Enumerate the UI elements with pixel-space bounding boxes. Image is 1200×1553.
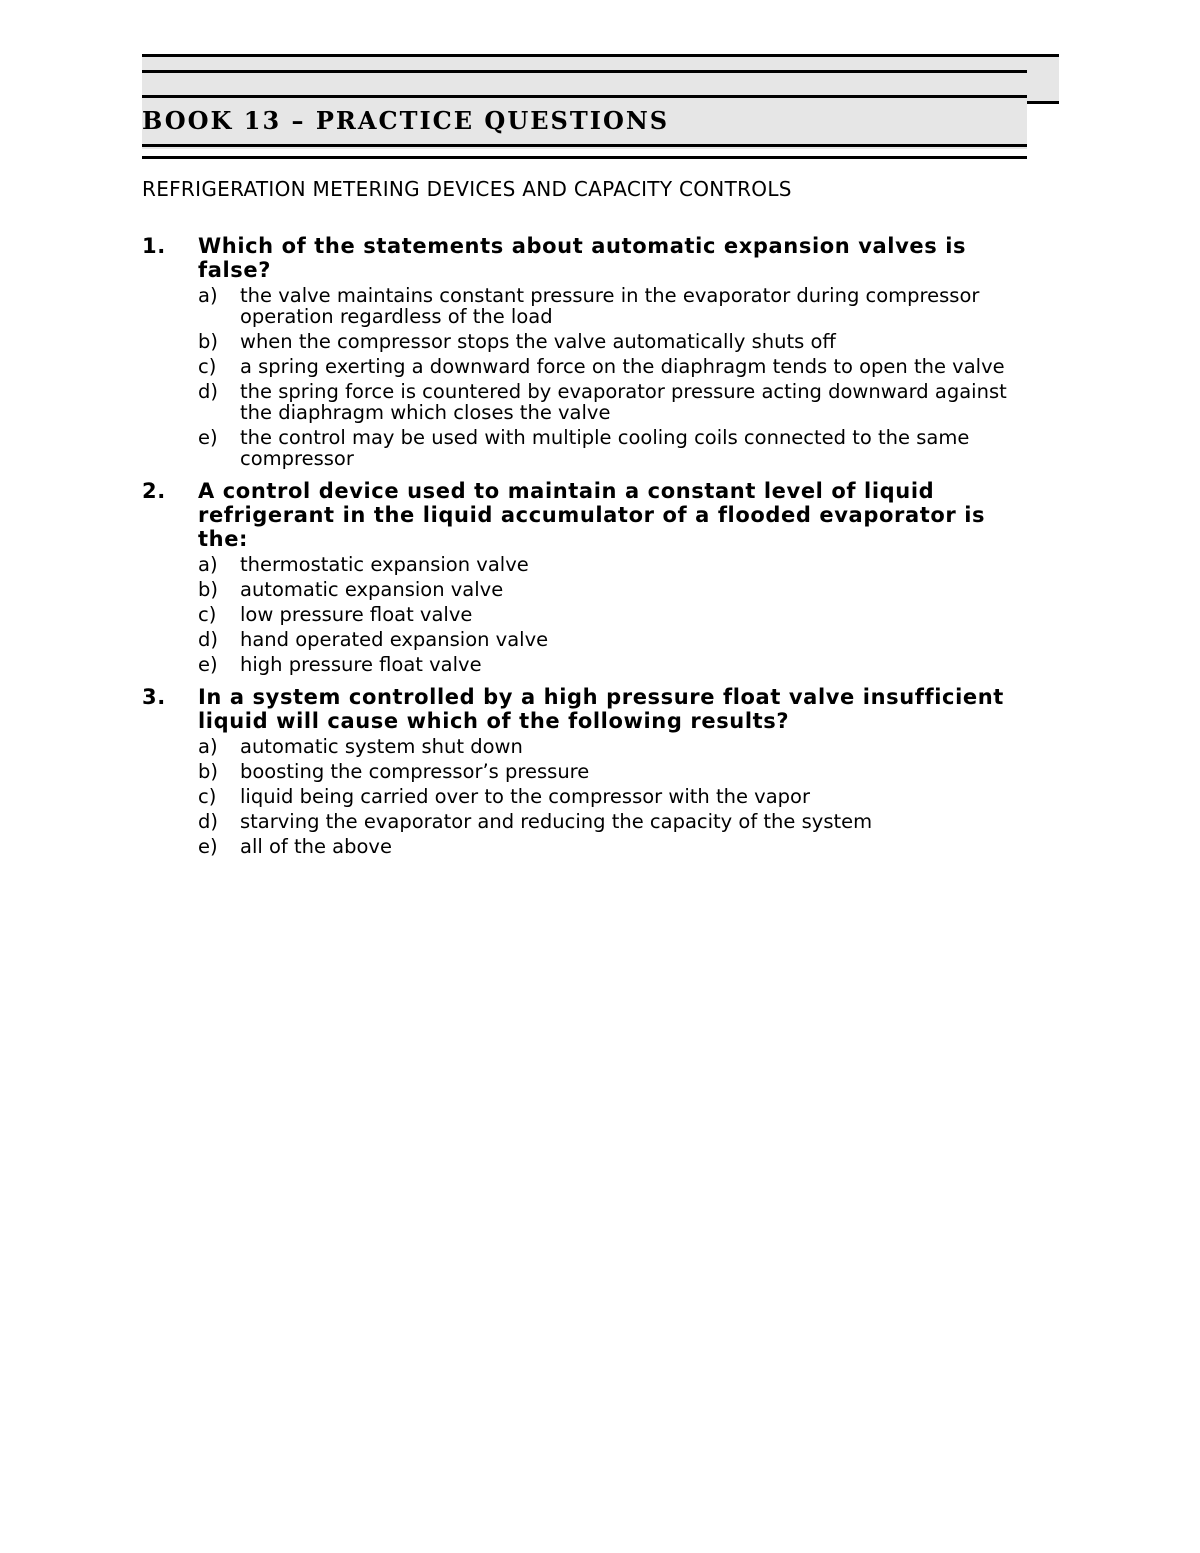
answer-option: [198, 381, 1042, 423]
answer-option: [198, 331, 1042, 352]
answer-option: [198, 427, 1042, 469]
question-3: [142, 685, 1042, 857]
question-stem: [142, 479, 1042, 551]
header-rule-tab: [1027, 101, 1059, 104]
question-1: [142, 234, 1042, 469]
book-title: BOOK 13 – PRACTICE QUESTIONS: [142, 106, 670, 135]
option-text: liquid being carried over to the compressor with the vapor: [240, 785, 810, 808]
answer-option: [198, 554, 1042, 575]
answer-option: [198, 654, 1042, 675]
header-rule: [142, 95, 1027, 98]
question-number: 3.: [142, 685, 166, 709]
option-text: low pressure float valve: [240, 603, 473, 626]
answer-option: [198, 811, 1042, 832]
header-rule-bottom: [142, 156, 1027, 159]
answer-options: [198, 285, 1042, 469]
option-text: the spring force is countered by evaporator pressure acting downward against the diaphragm which closes the valve: [240, 380, 1007, 424]
option-text: a spring exerting a downward force on the diaphragm tends to open the valve: [240, 355, 1005, 378]
option-letter: a): [198, 284, 218, 307]
option-letter: c): [198, 785, 217, 808]
option-letter: c): [198, 355, 217, 378]
answer-options: [198, 554, 1042, 675]
option-letter: d): [198, 810, 218, 833]
question-list: [142, 234, 1042, 867]
option-letter: e): [198, 653, 218, 676]
answer-options: [198, 736, 1042, 857]
option-letter: b): [198, 760, 218, 783]
answer-option: [198, 579, 1042, 600]
header-rule: [142, 70, 1027, 73]
section-title: REFRIGERATION METERING DEVICES AND CAPACITY CONTROLS: [142, 177, 792, 201]
header-band: [142, 54, 1059, 158]
option-text: the valve maintains constant pressure in the evaporator during compressor operation regardless of the load: [240, 284, 980, 328]
answer-option: [198, 761, 1042, 782]
header-shading-tab: [1027, 54, 1059, 102]
option-letter: d): [198, 628, 218, 651]
option-text: when the compressor stops the valve automatically shuts off: [240, 330, 836, 353]
option-text: thermostatic expansion valve: [240, 553, 529, 576]
answer-option: [198, 285, 1042, 327]
option-letter: b): [198, 330, 218, 353]
question-number: 1.: [142, 234, 166, 258]
answer-option: [198, 736, 1042, 757]
question-stem: [142, 685, 1042, 733]
answer-option: [198, 629, 1042, 650]
question-stem: [142, 234, 1042, 282]
option-text: high pressure float valve: [240, 653, 482, 676]
option-text: the control may be used with multiple cooling coils connected to the same compressor: [240, 426, 970, 470]
option-text: hand operated expansion valve: [240, 628, 549, 651]
option-letter: a): [198, 735, 218, 758]
option-letter: e): [198, 835, 218, 858]
option-letter: d): [198, 380, 218, 403]
option-text: automatic system shut down: [240, 735, 523, 758]
answer-option: [198, 786, 1042, 807]
header-rule-top: [142, 54, 1059, 57]
header-rule: [142, 144, 1027, 147]
option-text: starving the evaporator and reducing the capacity of the system: [240, 810, 873, 833]
question-text: A control device used to maintain a constant level of liquid refrigerant in the liquid accumulator of a flooded evaporator is the:: [198, 479, 986, 551]
option-text: automatic expansion valve: [240, 578, 504, 601]
question-2: [142, 479, 1042, 675]
option-text: all of the above: [240, 835, 392, 858]
option-letter: e): [198, 426, 218, 449]
option-letter: b): [198, 578, 218, 601]
question-text: Which of the statements about automatic expansion valves is false?: [198, 234, 967, 282]
question-number: 2.: [142, 479, 166, 503]
option-text: boosting the compressor’s pressure: [240, 760, 590, 783]
answer-option: [198, 356, 1042, 377]
question-text: In a system controlled by a high pressure float valve insufficient liquid will cause which of the following results?: [198, 685, 1004, 733]
option-letter: c): [198, 603, 217, 626]
answer-option: [198, 604, 1042, 625]
answer-option: [198, 836, 1042, 857]
option-letter: a): [198, 553, 218, 576]
